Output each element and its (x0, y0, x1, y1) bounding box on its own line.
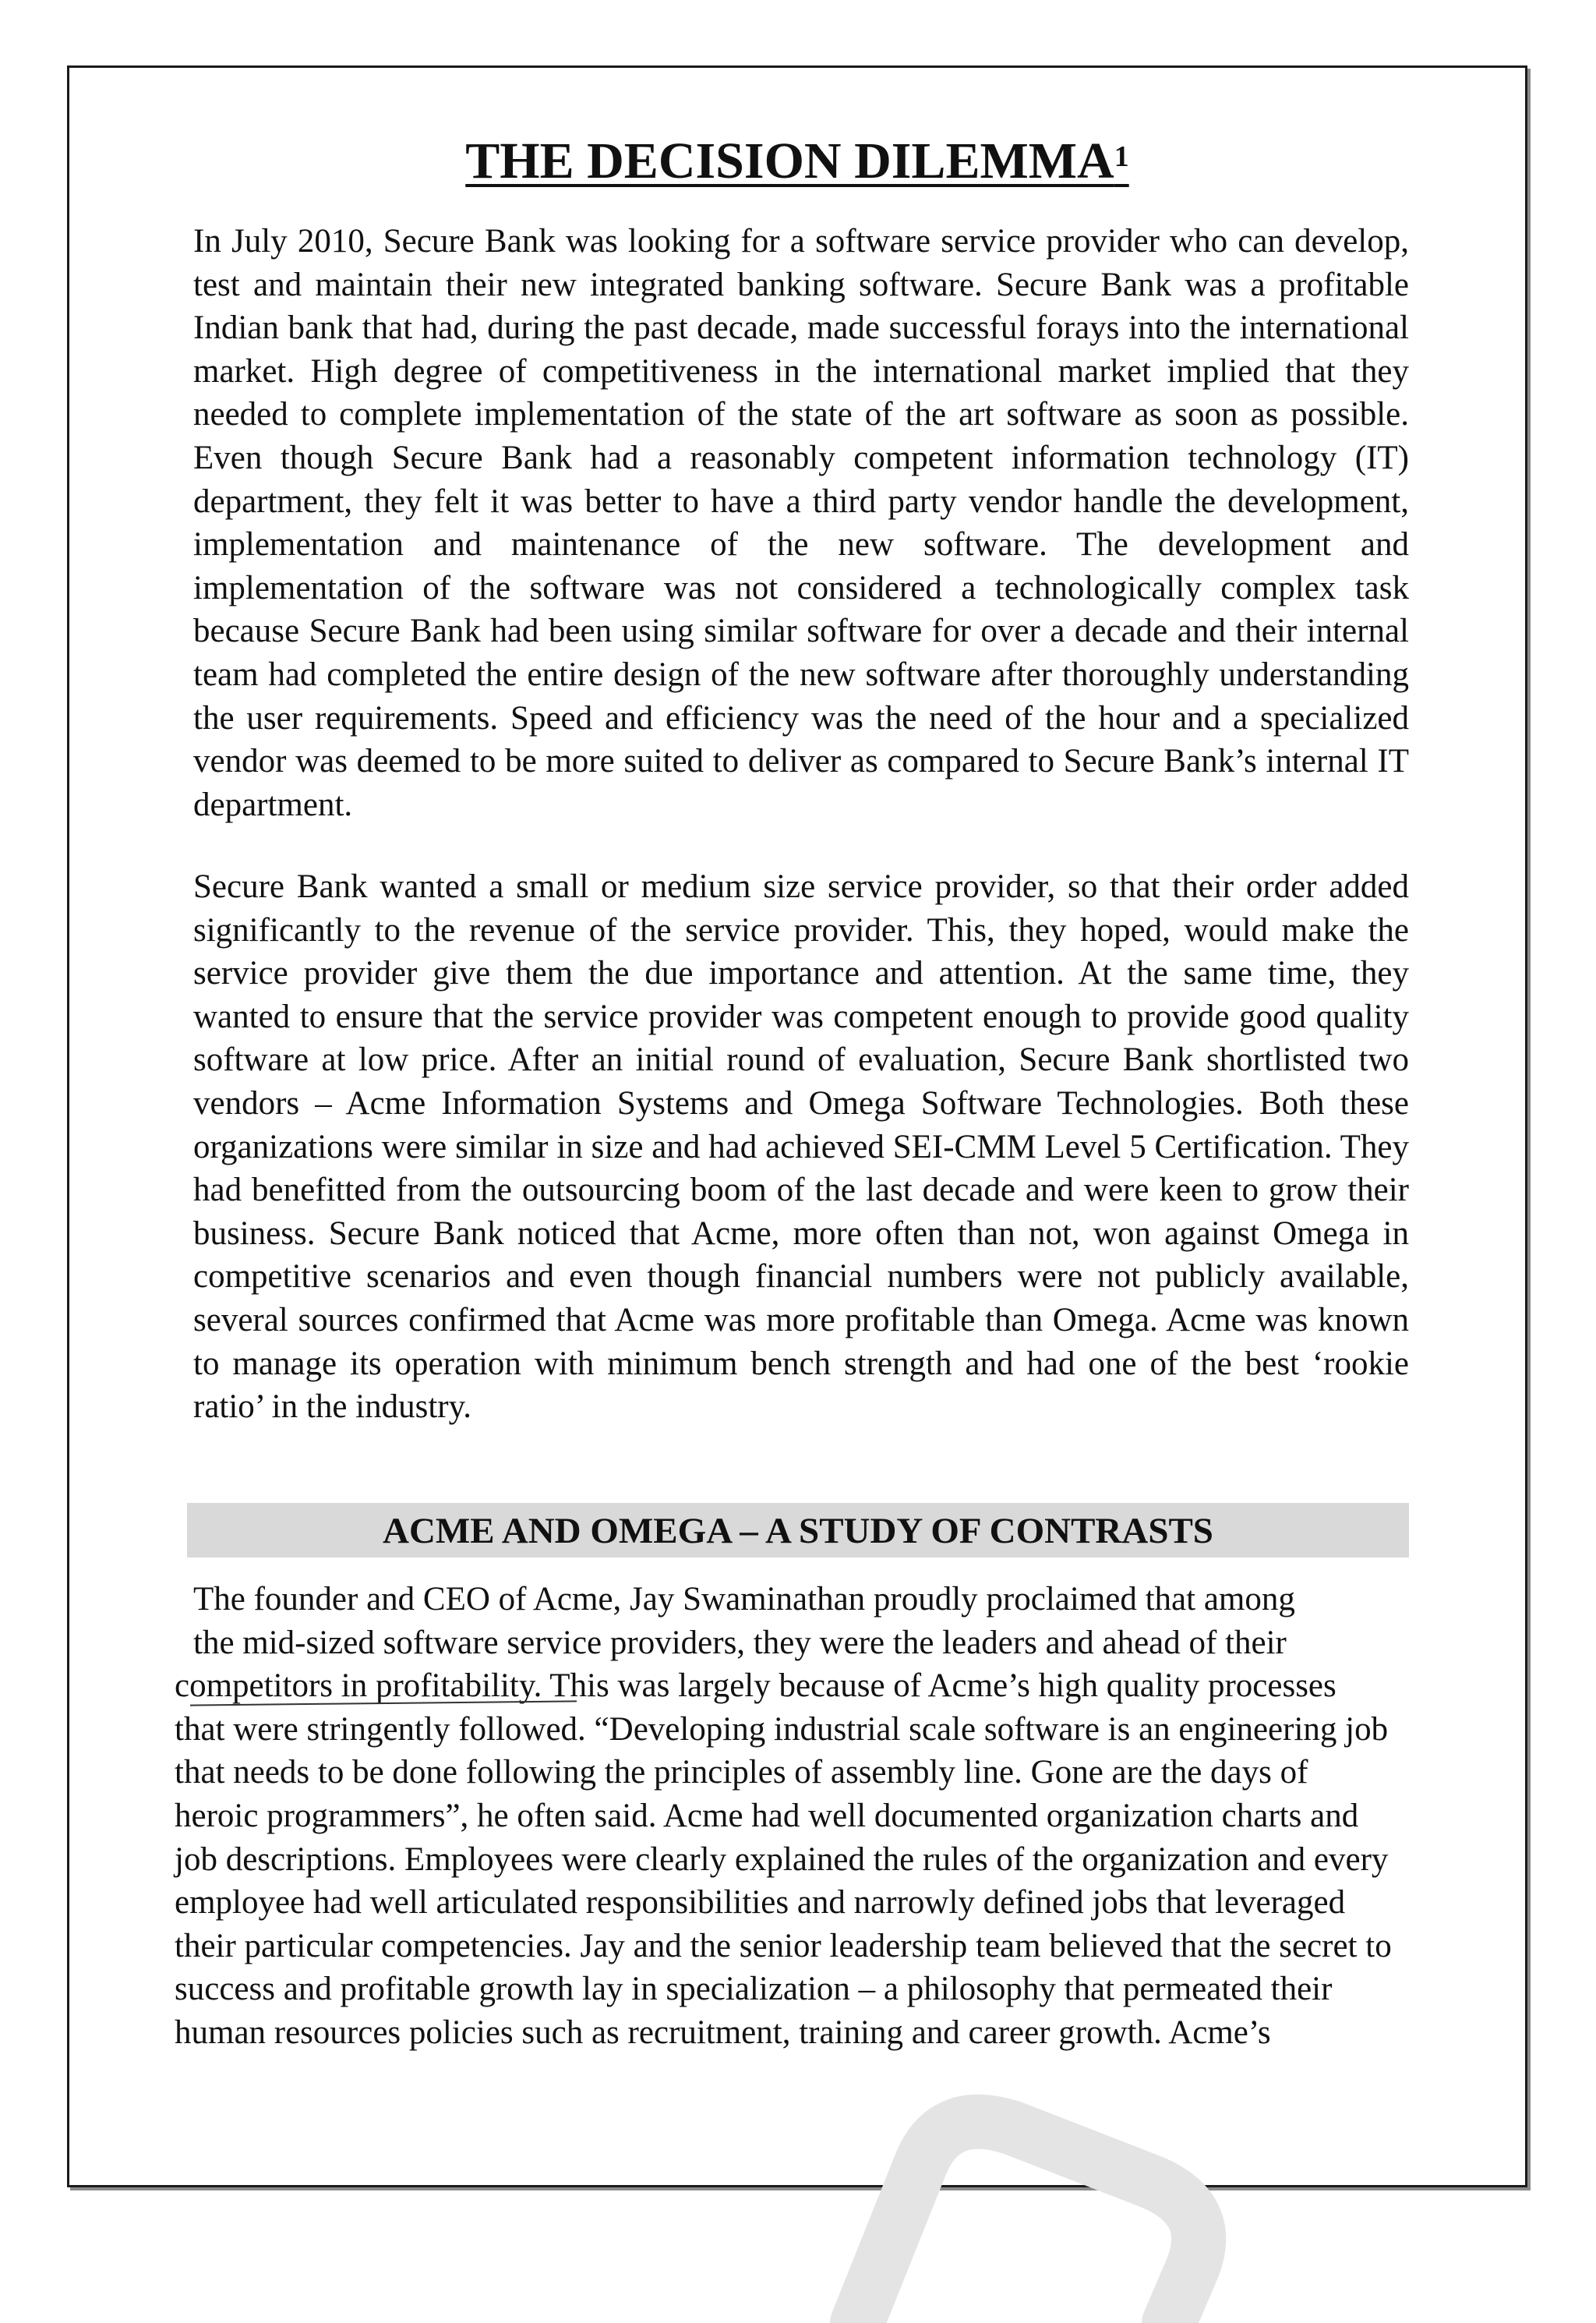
text-line: the mid-sized software service providers, they were the leaders and ahead of their (193, 1624, 1287, 1661)
text-line: human resources policies such as recruitment, training and career growth. Acme’s (175, 2014, 1271, 2051)
footnote-marker: 1 (1114, 140, 1129, 173)
watermark-graphic (826, 2074, 1231, 2323)
text-line: job descriptions. Employees were clearly explained the rules of the organization and every (175, 1840, 1389, 1878)
section-heading: ACME AND OMEGA – A STUDY OF CONTRASTS (187, 1503, 1409, 1558)
text-line: heroic programmers”, he often said. Acme had well documented organization charts and (175, 1797, 1359, 1834)
text-line: success and profitable growth lay in specialization – a philosophy that permeated their (175, 1971, 1333, 2008)
title-underlined-text (465, 133, 1128, 189)
text-line: competitors in profitability. This was largely because of Acme’s high quality processes (175, 1667, 1336, 1705)
text-line: that needs to be done following the principles of assembly line. Gone are the days of (175, 1754, 1308, 1791)
text-line: employee had well articulated responsibilities and narrowly defined jobs that leveraged (175, 1884, 1346, 1922)
page-title (67, 126, 1527, 196)
paragraph-acme (175, 1578, 1506, 2055)
paragraph-intro: In July 2010, Secure Bank was looking for a software service provider who can develop, test and maintain their new integrated banking software. Secure Bank was a profitable Indian bank that had, during the past decade, made successful forays into the international market. High degree of competitiveness in the international market implied that they needed to complete implementation of the state of the art software as soon as possible. Even though Secure Bank had a reasonably competent information technology (IT) department, they felt it was better to have a third party vendor handle the development, implementation and maintenance of the new software. The development and implementation of the software was not considered a technologically complex task because Secure Bank had been using similar software for over a decade and their internal team had completed the entire design of the new software after thoroughly understanding the user requirements. Speed and efficiency was the need of the hour and a specialized vendor was deemed to be more suited to deliver as compared to Secure Bank’s internal IT department. (193, 223, 1409, 823)
text-line: The founder and CEO of Acme, Jay Swaminathan proudly proclaimed that among (193, 1581, 1295, 1618)
text-line: their particular competencies. Jay and the senior leadership team believed that the secret to (175, 1927, 1392, 1964)
title-text: THE DECISION DILEMMA (465, 133, 1114, 189)
text-line: that were stringently followed. “Developing industrial scale software is an engineering job (175, 1710, 1389, 1748)
paragraph-shortlist: Secure Bank wanted a small or medium size service provider, so that their order added significantly to the revenue of the service provider. This, they hoped, would make the service provider give them the due importance and attention. At the same time, they wanted to ensure that the service provider was competent enough to provide good quality software at low price. After an initial round of evaluation, Secure Bank shortlisted two vendors – Acme Information Systems and Omega Software Technologies. Both these organizations were similar in size and had achieved SEI-CMM Level 5 Certification. They had benefitted from the outsourcing boom of the last decade and were keen to grow their business. Secure Bank noticed that Acme, more often than not, won against Omega in competitive scenarios and even though financial numbers were not publicly available, several sources confirmed that Acme was more profitable than Omega. Acme was known to manage its operation with minimum bench strength and had one of the best ‘rookie ratio’ in the industry. (193, 868, 1409, 1426)
